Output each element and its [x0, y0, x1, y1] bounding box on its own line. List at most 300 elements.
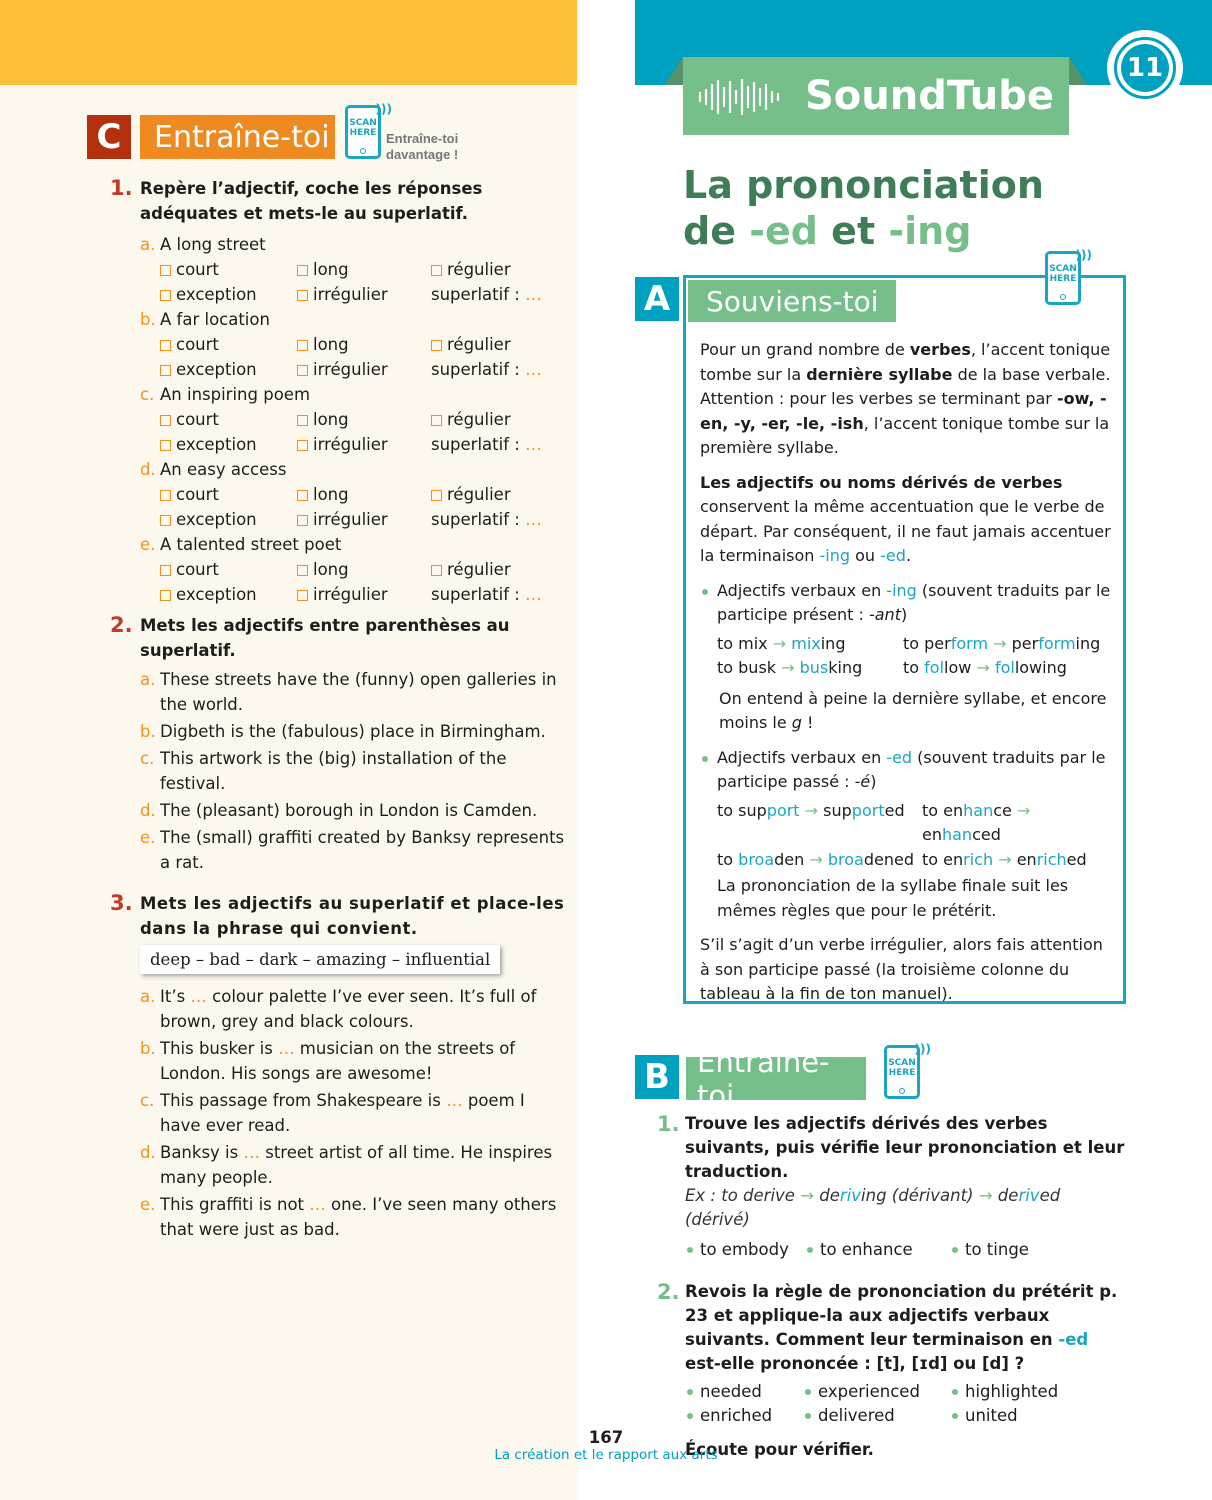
superlatif-label: superlatif : [431, 285, 520, 304]
example [685, 1184, 1127, 1232]
paragraph: La prononciation de la syllabe finale suit les mêmes règles que pour le prétérit. [717, 876, 1069, 920]
exercise-question: Mets les adjectifs au superlatif et place-les dans la phrase qui convient. [140, 894, 565, 938]
exercise-number: 1. [110, 176, 133, 200]
adjective-item: needed [685, 1380, 803, 1404]
section-letter-a: A [635, 277, 679, 321]
text-segment: (souvent traduits par le participe présent : [717, 580, 1111, 624]
checkbox[interactable] [160, 365, 171, 376]
text-segment: de [683, 209, 750, 253]
checkbox[interactable] [160, 415, 171, 426]
text-segment: … [243, 1143, 260, 1162]
text-segment: This passage from Shakespeare is [160, 1091, 447, 1110]
option-checkbox[interactable] [160, 507, 297, 532]
answer-options [140, 332, 570, 382]
rule-text [700, 338, 1112, 1017]
item-letter: d. [140, 801, 156, 820]
item-text: An easy access [160, 460, 287, 479]
text-segment: lowing [1014, 658, 1067, 677]
option-checkbox[interactable] [297, 332, 431, 357]
exercise-number: 2. [110, 613, 133, 637]
exercise-item [140, 667, 570, 717]
checkbox[interactable] [160, 290, 171, 301]
scan-caption-line: davantage ! [386, 147, 459, 162]
text-segment: to sup [717, 800, 767, 820]
item-letter: e. [140, 535, 156, 554]
option-checkbox[interactable] [160, 357, 297, 382]
text-segment: to [717, 849, 739, 869]
option-checkbox[interactable] [297, 357, 431, 382]
text-segment: On entend à peine la dernière syllabe, et encore moins le [719, 688, 1107, 732]
checkbox[interactable] [160, 490, 171, 501]
text-segment: -é [854, 772, 871, 791]
option-checkbox[interactable] [160, 557, 297, 582]
text-segment: ing (dérivant) [861, 1186, 979, 1205]
banner-title: SoundTube [805, 73, 1055, 119]
exercise-1 [110, 176, 570, 607]
verb-item: to embody [685, 1238, 805, 1262]
exercise-item [140, 798, 570, 823]
unit-badge [1107, 30, 1183, 106]
exercise-item [140, 1088, 570, 1138]
option-checkbox[interactable] [160, 332, 297, 357]
text-segment: -ant [868, 605, 901, 624]
exercise-question: Trouve les adjectifs dérivés des verbes suivants, puis vérifie leur prononciation et leur traduction. [685, 1114, 1125, 1181]
checkbox[interactable] [160, 565, 171, 576]
text-segment: , l’accent tonique tombe sur la [700, 340, 1111, 384]
text-segment: conservent la même accentuation que le verbe de départ. Par conséquent, il ne faut jamais accentuer la terminaison [700, 497, 1111, 565]
text-segment: Ex : to derive [685, 1186, 801, 1205]
option-checkbox[interactable] [160, 407, 297, 432]
text-segment: to busk [717, 658, 782, 677]
text-segment: rich [963, 849, 994, 869]
item-letter: e. [140, 828, 156, 847]
answer-options [140, 557, 570, 607]
checkbox[interactable] [297, 565, 308, 576]
title-line: La prononciation [683, 163, 1044, 207]
answer-blank: … [525, 585, 542, 604]
exercise-number: 2. [657, 1280, 680, 1304]
option-checkbox[interactable] [431, 257, 570, 282]
phone-button-icon [360, 148, 366, 154]
superlatif-answer [431, 582, 570, 607]
item-letter: a. [140, 670, 156, 689]
text-segment: to en [922, 849, 964, 869]
checkbox[interactable] [297, 415, 308, 426]
text-segment: han [963, 800, 994, 820]
ing-examples [700, 632, 1112, 681]
text-segment: est-elle prononcée : [t], [ɪd] ou [d] ? [685, 1354, 1025, 1373]
section-title: Souviens-toi [688, 280, 896, 322]
page-number: 167 [588, 1428, 624, 1447]
checkbox[interactable] [160, 265, 171, 276]
exercise-2 [110, 613, 570, 875]
word-bank: deep – bad – dark – amazing – influential [140, 945, 500, 974]
banner-fold-left [665, 57, 683, 85]
text-segment: (souvent traduits par le participe passé : [717, 747, 1106, 791]
superlatif-answer [431, 357, 570, 382]
option-label: exception [176, 435, 257, 454]
option-checkbox[interactable] [431, 557, 570, 582]
option-label: long [313, 560, 349, 579]
adjective-item: enriched [685, 1404, 803, 1428]
top-orange-band [0, 0, 577, 85]
option-checkbox[interactable] [160, 482, 297, 507]
text-segment: , l’accent tonique tombe sur la première syllabe. [700, 413, 1110, 457]
item-text: Digbeth is the (fabulous) place in Birmingham. [160, 722, 546, 741]
option-checkbox[interactable] [297, 507, 431, 532]
exercise-item [140, 719, 570, 744]
text-segment: This graffiti is not [160, 1195, 310, 1214]
text-segment: de [992, 1186, 1019, 1205]
answer-options [140, 257, 570, 307]
checkbox[interactable] [160, 340, 171, 351]
option-checkbox[interactable] [431, 407, 570, 432]
option-checkbox[interactable] [297, 282, 431, 307]
exercise-item [140, 307, 570, 332]
exercise-item [140, 382, 570, 407]
checkbox[interactable] [431, 265, 442, 276]
text-segment: verbes [909, 340, 971, 359]
exercise-item [140, 1036, 570, 1086]
item-text [160, 1039, 515, 1083]
answer-blank: … [525, 435, 542, 454]
example-pair [903, 656, 1112, 681]
text-segment: ) [870, 772, 877, 791]
exercise-item [140, 457, 570, 482]
text-segment: form [1038, 633, 1076, 653]
answer-blank: … [525, 285, 542, 304]
text-segment: de [814, 1186, 840, 1205]
item-letter: c. [140, 385, 155, 404]
listen-instruction: Écoute pour vérifier. [685, 1440, 874, 1459]
text-segment: port [851, 800, 885, 820]
exercise-3 [110, 891, 570, 1242]
sound-wave-icon [697, 79, 787, 115]
text-segment: . [905, 546, 912, 565]
adjective-item: experienced [803, 1380, 950, 1404]
option-checkbox[interactable] [297, 257, 431, 282]
text-segment: to [903, 658, 925, 677]
chapter-title: La création et le rapport aux arts [494, 1447, 718, 1463]
paragraph [700, 338, 1112, 461]
text-segment: et [817, 209, 889, 253]
item-text: A talented street poet [160, 535, 342, 554]
unit-number: 11 [1121, 44, 1169, 92]
ed-examples [700, 799, 1112, 873]
scan-here-icon[interactable] [345, 102, 392, 159]
text-segment: poem I have ever read. [160, 1091, 525, 1135]
text-segment: … [278, 1039, 295, 1058]
exercise-question [685, 1280, 1127, 1376]
text-segment: fol [994, 658, 1015, 677]
text-segment: riv [839, 1186, 862, 1205]
example-pair [922, 848, 1112, 873]
example-pair [717, 799, 922, 848]
example-pair [903, 632, 1112, 657]
example-pair [717, 632, 903, 657]
option-checkbox[interactable] [297, 432, 431, 457]
text-segment: ed [884, 800, 905, 820]
footer [456, 1428, 756, 1463]
text-segment: It’s [160, 987, 191, 1006]
option-label: régulier [447, 485, 511, 504]
option-label: exception [176, 360, 257, 379]
option-label: régulier [447, 335, 511, 354]
scan-here-icon[interactable] [1045, 248, 1092, 305]
text-segment: Banksy is [160, 1143, 244, 1162]
adjective-item: united [950, 1404, 1127, 1428]
text-segment: ou [850, 546, 881, 565]
option-checkbox[interactable] [160, 582, 297, 607]
text-segment: de la base verbale. Attention : pour les verbes se terminant par [700, 364, 1111, 408]
exercise-item [140, 1140, 570, 1190]
exercise-number: 3. [110, 891, 133, 915]
option-label: irrégulier [313, 510, 388, 529]
option-checkbox[interactable] [431, 332, 570, 357]
text-segment: → [809, 849, 823, 869]
text-segment: Adjectifs verbaux en [717, 580, 887, 600]
checkbox[interactable] [431, 565, 442, 576]
answer-options [140, 407, 570, 457]
text-segment: → [998, 849, 1012, 869]
text-segment: → [976, 658, 990, 677]
here-label: HERE [888, 1068, 916, 1078]
text-segment: ced [972, 825, 1001, 844]
adjective-item: highlighted [950, 1380, 1127, 1404]
exercise-question: Repère l’adjectif, coche les réponses adéquates et mets-le au superlatif. [140, 179, 483, 223]
wireless-waves-icon: ))) [1075, 248, 1092, 262]
exercise-question: Mets les adjectifs entre parenthèses au superlatif. [140, 616, 510, 660]
superlatif-label: superlatif : [431, 360, 520, 379]
text-segment: en [1011, 849, 1037, 869]
item-text: These streets have the (funny) open galleries in the world. [160, 670, 557, 714]
option-label: long [313, 485, 349, 504]
option-label: exception [176, 510, 257, 529]
verb-item: to tinge [950, 1238, 1127, 1262]
exercise-item [140, 984, 570, 1034]
text-segment: broa [827, 849, 864, 869]
text-segment: en [922, 825, 942, 844]
checkbox[interactable] [160, 590, 171, 601]
text-segment: Les adjectifs ou noms dérivés de verbes [700, 472, 1063, 492]
paragraph [700, 687, 1112, 736]
checkbox[interactable] [297, 590, 308, 601]
superlatif-label: superlatif : [431, 585, 520, 604]
superlatif-answer [431, 507, 570, 532]
text-segment: -ing [888, 209, 972, 253]
text-segment: king [828, 658, 863, 677]
option-label: irrégulier [313, 360, 388, 379]
exercises-b [657, 1112, 1127, 1480]
checkbox[interactable] [297, 290, 308, 301]
option-checkbox[interactable] [297, 582, 431, 607]
option-label: long [313, 260, 349, 279]
item-letter: d. [140, 460, 156, 479]
text-segment: This busker is [160, 1039, 279, 1058]
option-checkbox[interactable] [297, 482, 431, 507]
item-text [160, 1143, 552, 1187]
section-letter-b: B [635, 1055, 679, 1099]
title-line [683, 208, 1044, 254]
text-segment: street artist of all time. He inspires many people. [160, 1143, 553, 1187]
here-label: HERE [349, 128, 377, 138]
scan-caption-line: Entraîne-toi [386, 131, 459, 146]
item-text: This artwork is the (big) installation of the festival. [160, 749, 507, 793]
checkbox[interactable] [431, 340, 442, 351]
text-segment: per [1006, 633, 1039, 653]
text-segment: fol [924, 658, 945, 677]
text-segment: -ed [886, 747, 913, 767]
text-segment: bus [799, 658, 829, 677]
option-label: court [176, 260, 219, 279]
exercise-number: 1. [657, 1112, 680, 1136]
wireless-waves-icon: ))) [375, 102, 392, 116]
item-letter: b. [140, 722, 156, 741]
checkbox[interactable] [160, 440, 171, 451]
option-label: court [176, 410, 219, 429]
option-checkbox[interactable] [297, 407, 431, 432]
scan-label: SCAN [1049, 264, 1077, 274]
text-segment: low [944, 658, 977, 677]
item-text [160, 987, 536, 1031]
text-segment: colour palette I’ve ever seen. It’s full of brown, grey and black colours. [160, 987, 537, 1031]
text-segment: dened [863, 849, 914, 869]
text-segment: → [1016, 800, 1031, 820]
option-label: régulier [447, 410, 511, 429]
option-label: exception [176, 285, 257, 304]
item-text [160, 1195, 556, 1239]
text-segment: one. I’ve seen many others that were just as bad. [160, 1195, 557, 1239]
text-segment: … [446, 1091, 463, 1110]
checkbox[interactable] [160, 515, 171, 526]
option-label: long [313, 335, 349, 354]
text-segment: -ed [880, 546, 906, 565]
item-letter: b. [140, 310, 156, 329]
exercise-item [140, 532, 570, 557]
superlatif-label: superlatif : [431, 435, 520, 454]
option-label: court [176, 335, 219, 354]
text-segment: ed [1066, 849, 1087, 869]
checkbox[interactable] [297, 490, 308, 501]
text-segment: ! [801, 713, 814, 732]
bullet-ed [700, 746, 1112, 795]
exercise-item [140, 746, 570, 796]
option-label: court [176, 560, 219, 579]
text-segment: han [941, 825, 973, 844]
item-letter: d. [140, 1143, 156, 1162]
item-text: The (small) graffiti created by Banksy represents a rat. [160, 828, 565, 872]
text-segment: dernière syllabe [806, 364, 953, 384]
bullet-ing [700, 579, 1112, 628]
verb-item: to enhance [805, 1238, 950, 1262]
item-letter: c. [140, 749, 155, 768]
scan-here-icon[interactable] [884, 1042, 931, 1099]
checkbox[interactable] [431, 415, 442, 426]
item-letter: a. [140, 987, 156, 1006]
superlatif-label: superlatif : [431, 510, 520, 529]
text-segment: Adjectifs verbaux en [717, 747, 887, 767]
option-label: régulier [447, 260, 511, 279]
example-pair [717, 848, 922, 873]
phone-button-icon [899, 1088, 905, 1094]
text-segment: to per [903, 633, 951, 653]
exercise-1 [657, 1112, 1127, 1262]
adjective-item: delivered [803, 1404, 950, 1428]
checkbox[interactable] [297, 365, 308, 376]
text-segment: → [993, 633, 1007, 653]
text-segment: form [950, 633, 989, 653]
text-segment: ing [1075, 633, 1101, 653]
checkbox[interactable] [297, 340, 308, 351]
section-letter-c: C [87, 115, 131, 159]
scan-caption [386, 131, 458, 163]
item-text [160, 1091, 525, 1135]
text-segment: to en [922, 800, 964, 820]
phone-button-icon [1060, 294, 1066, 300]
wireless-waves-icon: ))) [914, 1042, 931, 1056]
section-title: Entraîne-toi [140, 115, 335, 159]
option-label: court [176, 485, 219, 504]
text-segment: ed (dérivé) [685, 1186, 1061, 1229]
checkbox[interactable] [297, 265, 308, 276]
option-checkbox[interactable] [160, 257, 297, 282]
checkbox[interactable] [297, 440, 308, 451]
text-segment: g [791, 713, 802, 732]
here-label: HERE [1049, 274, 1077, 284]
answer-options [140, 482, 570, 532]
option-label: irrégulier [313, 585, 388, 604]
text-segment: den [774, 849, 810, 869]
item-letter: b. [140, 1039, 156, 1058]
item-text: A far location [160, 310, 270, 329]
text-segment: -ow, -en, -y, -er, -le, -ish [700, 389, 1107, 433]
option-checkbox[interactable] [297, 557, 431, 582]
option-label: irrégulier [313, 435, 388, 454]
text-segment: → [800, 1186, 815, 1205]
option-label: irrégulier [313, 285, 388, 304]
text-segment: -ing [886, 580, 917, 600]
example-pair [922, 799, 1112, 848]
text-segment: → [978, 1186, 993, 1205]
text-segment: -ed [749, 209, 818, 253]
text-segment: Revois la règle de prononciation du prétérit p. 23 et applique-la aux adjectifs verbaux suivants. Comment leur terminaison en [685, 1282, 1118, 1349]
paragraph [700, 471, 1112, 569]
exercise-item [140, 825, 570, 875]
text-segment: Pour un grand nombre de [700, 340, 910, 359]
exercise-item [140, 232, 570, 257]
item-letter: a. [140, 235, 156, 254]
option-checkbox[interactable] [160, 282, 297, 307]
text-segment: broa [738, 849, 775, 869]
option-checkbox[interactable] [431, 482, 570, 507]
text-segment: → [781, 658, 795, 677]
text-segment: musician on the streets of London. His songs are awesome! [160, 1039, 516, 1083]
text-segment: to mix [717, 633, 773, 653]
item-text: The (pleasant) borough in London is Camden. [160, 801, 538, 820]
text-segment: port [766, 800, 800, 820]
item-text: An inspiring poem [160, 385, 311, 404]
superlatif-answer [431, 432, 570, 457]
answer-blank: … [525, 510, 542, 529]
exercise-item [140, 1192, 570, 1242]
option-checkbox[interactable] [160, 432, 297, 457]
soundtube-banner [683, 57, 1069, 135]
checkbox[interactable] [297, 515, 308, 526]
checkbox[interactable] [431, 490, 442, 501]
text-segment: riv [1018, 1186, 1040, 1205]
text-segment: mix [791, 633, 821, 653]
text-segment: ) [900, 605, 908, 624]
